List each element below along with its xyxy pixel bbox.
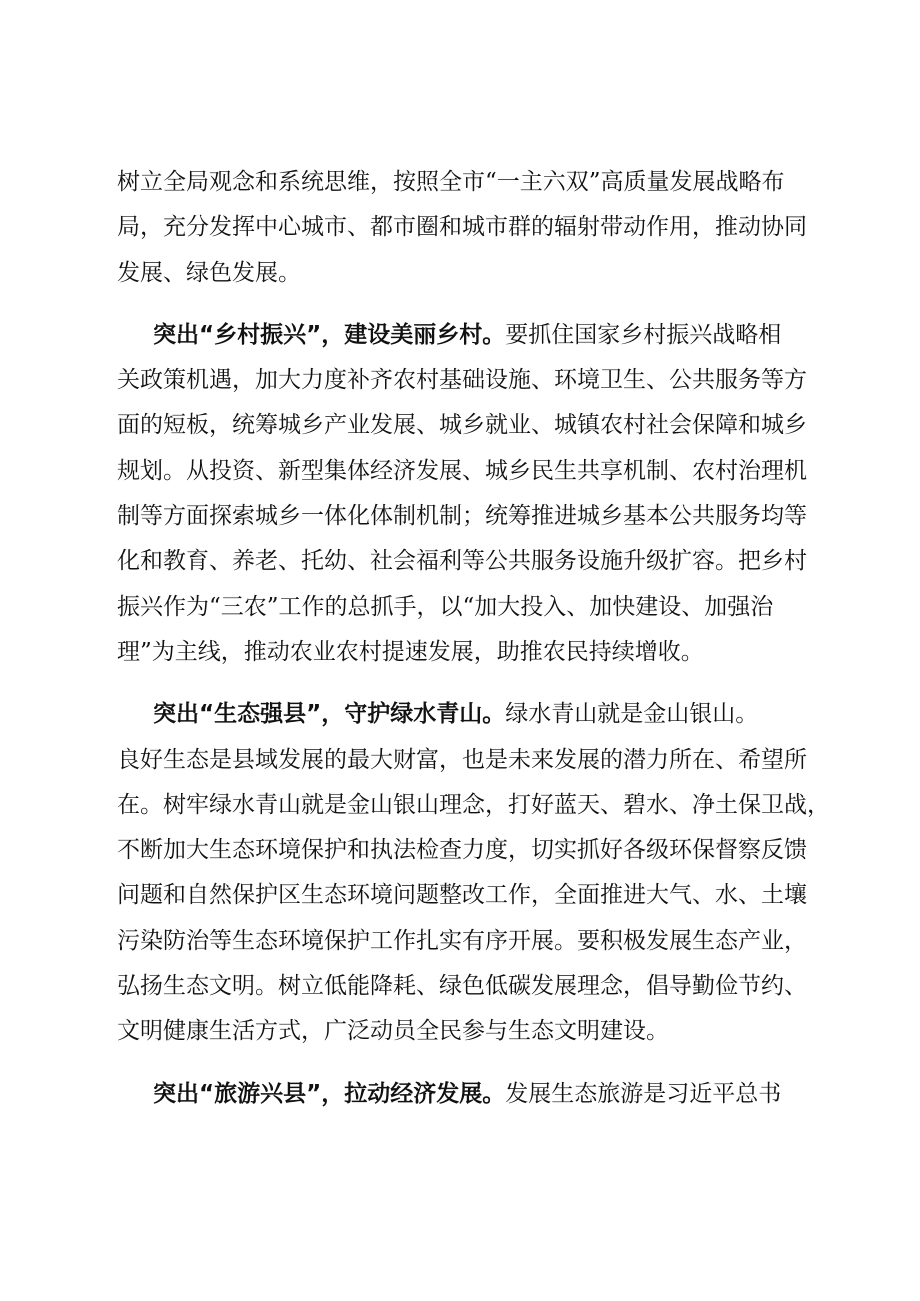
paragraph-3 (117, 692, 830, 1054)
paragraph-1-line-1: 树立全局观念和系统思维，按照全市“一主六双”高质量发展战略布 (117, 169, 785, 195)
paragraph-2-line-4: 规划。从投资、新型集体经济发展、城乡民生共享机制、农村治理机 (117, 457, 807, 484)
paragraph-2 (117, 313, 817, 675)
paragraph-2-line-8: 理”为主线，推动农业农村提速发展，助推农民持续增收。 (117, 638, 704, 665)
paragraph-2-line-1 (117, 313, 817, 358)
paragraph-3-line-7: 弘扬生态文明。树立低能降耗、绿色低碳发展理念，倡导勤俭节约、 (117, 973, 807, 1000)
paragraph-3-heading: 突出“生态强县”，守护绿水青山。 (153, 701, 506, 728)
paragraph-1-line-2: 局，充分发挥中心城市、都市圈和城市群的辐射带动作用，推动协同 (117, 214, 807, 241)
paragraph-2-line-6: 化和教育、养老、托幼、社会福利等公共服务设施升级扩容。把乡村 (117, 548, 807, 575)
paragraph-4-heading: 突出“旅游兴县”，拉动经济发展。 (153, 1080, 506, 1107)
paragraph-4 (117, 1072, 817, 1117)
paragraph-3-line-1-text: 绿水青山就是金山银山。 (505, 701, 759, 728)
paragraph-2-line-3: 面的短板，统筹城乡产业发展、城乡就业、城镇农村社会保障和城乡 (117, 412, 807, 439)
paragraph-2-line-7: 振兴作为“三农”工作的总抓手，以“加大投入、加快建设、加强治 (117, 593, 774, 620)
paragraph-3-line-1 (117, 692, 817, 737)
paragraph-3-line-8: 文明健康生活方式，广泛动员全民参与生态文明建设。 (117, 1018, 669, 1045)
paragraph-3-line-5: 问题和自然保护区生态环境问题整改工作，全面推进大气、水、土壤 (117, 882, 807, 909)
paragraph-3-line-4: 不断加大生态环境保护和执法检查力度，切实抓好各级环保督察反馈 (117, 837, 807, 864)
paragraph-3-line-3: 在。树牢绿水青山就是金山银山理念，打好蓝天、碧水、净土保卫战， (117, 791, 830, 818)
paragraph-4-line-1 (117, 1072, 817, 1117)
paragraph-2-line-5: 制等方面探索城乡一体化体制机制；统筹推进城乡基本公共服务均等 (117, 503, 807, 530)
paragraph-1-line-3: 发展、绿色发展。 (117, 259, 301, 286)
paragraph-3-line-2: 良好生态是县域发展的最大财富，也是未来发展的潜力所在、希望所 (117, 746, 807, 773)
paragraph-4-line-1-text: 发展生态旅游是习近平总书 (505, 1080, 782, 1107)
paragraph-3-line-6: 污染防治等生态环境保护工作扎实有序开展。要积极发展生态产业， (117, 927, 807, 954)
paragraph-1 (117, 160, 817, 296)
document-body (117, 160, 830, 1134)
paragraph-2-line-1-text: 要抓住国家乡村振兴战略相 (505, 321, 782, 348)
paragraph-2-heading: 突出“乡村振兴”，建设美丽乡村。 (153, 321, 506, 348)
paragraph-2-line-2: 关政策机遇，加大力度补齐农村基础设施、环境卫生、公共服务等方 (117, 367, 807, 394)
